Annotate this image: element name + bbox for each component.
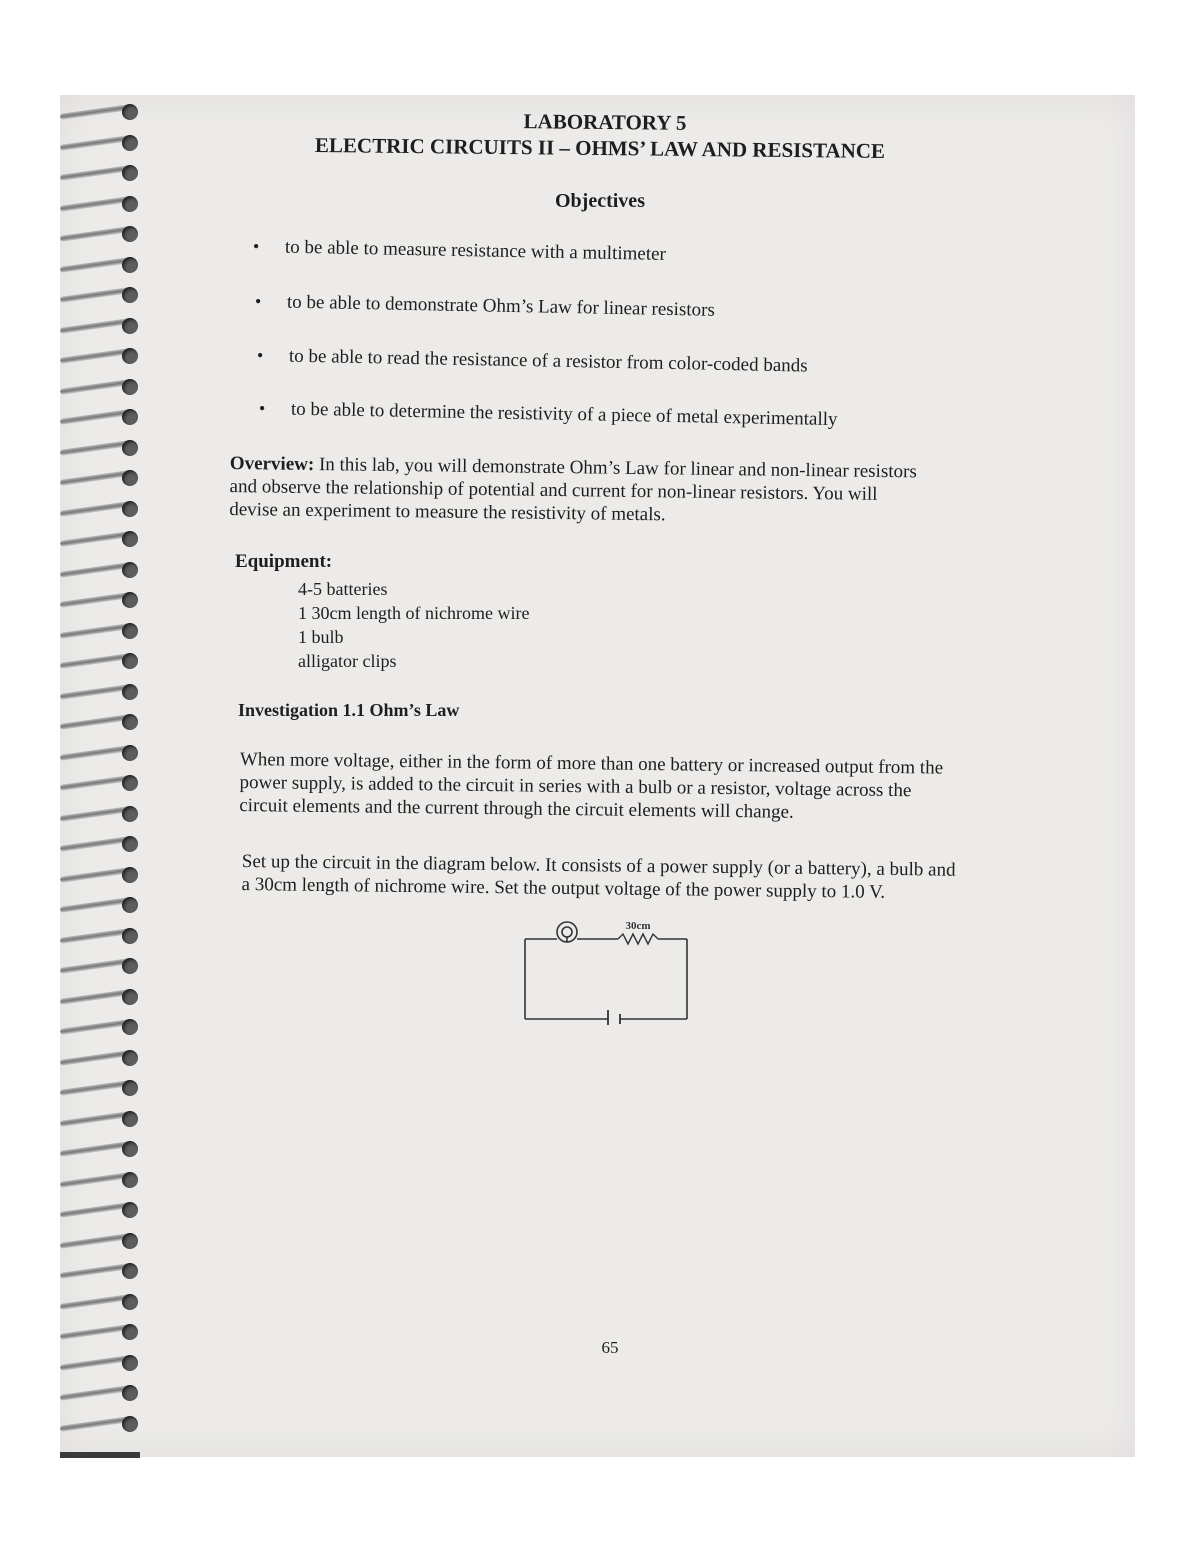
binding-hole	[122, 348, 138, 364]
binding-hole	[122, 989, 138, 1005]
binding-wire	[60, 1385, 130, 1401]
binding-wire	[60, 775, 130, 791]
overview-label: Overview:	[229, 452, 315, 476]
binding-hole	[122, 1294, 138, 1310]
binding-hole	[122, 531, 138, 547]
equipment-item: 1 30cm length of nichrome wire	[298, 603, 530, 623]
binding-wire	[60, 1019, 130, 1035]
binding-wire	[60, 226, 130, 242]
binding-hole	[122, 1019, 138, 1035]
battery-symbol-icon	[608, 1010, 620, 1025]
page-edge-shadow	[60, 1452, 140, 1458]
binding-hole	[122, 897, 138, 913]
objective-text: to be able to determine the resistivity of a piece of metal experimentally	[290, 398, 838, 431]
binding-ring	[60, 256, 148, 274]
objectives-heading: Objectives	[555, 190, 645, 212]
binding-hole	[122, 1111, 138, 1127]
binding-ring	[60, 1049, 148, 1067]
binding-hole	[122, 257, 138, 273]
binding-wire	[60, 1416, 130, 1432]
binding-wire	[60, 409, 130, 425]
binding-wire	[60, 470, 130, 486]
binding-ring	[60, 1110, 148, 1128]
objective-text: to be able to read the resistance of a resistor from color-coded bands	[288, 345, 808, 377]
binding-wire	[60, 257, 130, 273]
bullet-icon: •	[254, 291, 262, 312]
binding-hole	[122, 409, 138, 425]
binding-wire	[60, 1172, 130, 1188]
binding-hole	[122, 440, 138, 456]
binding-wire	[60, 928, 130, 944]
binding-wire	[60, 1202, 130, 1218]
binding-ring	[60, 957, 148, 975]
binding-ring	[60, 530, 148, 548]
binding-ring	[60, 500, 148, 518]
binding-hole	[122, 806, 138, 822]
binding-wire	[60, 196, 130, 212]
binding-ring	[60, 195, 148, 213]
equipment-item: 4-5 batteries	[298, 579, 388, 599]
binding-hole	[122, 165, 138, 181]
binding-hole	[122, 836, 138, 852]
binding-wire	[60, 531, 130, 547]
binding-hole	[122, 104, 138, 120]
binding-ring	[60, 134, 148, 152]
binding-hole	[122, 379, 138, 395]
binding-ring	[60, 1201, 148, 1219]
binding-wire	[60, 836, 130, 852]
investigation-heading: Investigation 1.1 Ohm’s Law	[238, 700, 460, 720]
binding-wire	[60, 287, 130, 303]
binding-ring	[60, 1262, 148, 1280]
binding-ring	[60, 1323, 148, 1341]
binding-ring	[60, 744, 148, 762]
binding-ring	[60, 1384, 148, 1402]
binding-hole	[122, 1172, 138, 1188]
binding-hole	[122, 1263, 138, 1279]
binding-ring	[60, 896, 148, 914]
circuit-diagram	[520, 915, 700, 1025]
binding-ring	[60, 1232, 148, 1250]
binding-wire	[60, 1080, 130, 1096]
binding-ring	[60, 103, 148, 121]
binding-wire	[60, 1324, 130, 1340]
binding-hole	[122, 1050, 138, 1066]
binding-hole	[122, 745, 138, 761]
binding-hole	[122, 1385, 138, 1401]
binding-wire	[60, 623, 130, 639]
binding-wire	[60, 714, 130, 730]
binding-wire	[60, 1050, 130, 1066]
binding-ring	[60, 1415, 148, 1433]
equipment-item: alligator clips	[298, 651, 397, 671]
overview-paragraph	[229, 452, 930, 530]
binding-ring	[60, 1293, 148, 1311]
binding-wire	[60, 1141, 130, 1157]
binding-ring	[60, 1079, 148, 1097]
binding-wire	[60, 1294, 130, 1310]
lab-title: ELECTRIC CIRCUITS II – OHMS’ LAW AND RESISTANCE	[314, 133, 886, 163]
objective-text: to be able to measure resistance with a multimeter	[284, 236, 667, 265]
binding-hole	[122, 287, 138, 303]
binding-hole	[122, 775, 138, 791]
binding-hole	[122, 135, 138, 151]
binding-hole	[122, 196, 138, 212]
binding-ring	[60, 1018, 148, 1036]
binding-hole	[122, 867, 138, 883]
binding-wire	[60, 348, 130, 364]
binding-ring	[60, 408, 148, 426]
binding-wire	[60, 806, 130, 822]
binding-wire	[60, 1111, 130, 1127]
binding-ring	[60, 561, 148, 579]
binding-hole	[122, 1324, 138, 1340]
binding-wire	[60, 745, 130, 761]
binding-ring	[60, 835, 148, 853]
binding-ring	[60, 591, 148, 609]
binding-wire	[60, 1355, 130, 1371]
binding-hole	[122, 501, 138, 517]
binding-wire	[60, 867, 130, 883]
bullet-icon: •	[252, 236, 260, 257]
binding-hole	[122, 562, 138, 578]
lab-number-title: LABORATORY 5	[523, 109, 687, 135]
setup-paragraph: Set up the circuit in the diagram below. It consists of a power supply (or a battery), a bulb and a 30cm length of nichrome wire. Set the output voltage of the power supply to 1.0 V.	[241, 850, 956, 903]
binding-wire	[60, 1263, 130, 1279]
binding-wire	[60, 989, 130, 1005]
page-number: 65	[601, 1338, 619, 1357]
binding-ring	[60, 866, 148, 884]
binding-wire	[60, 958, 130, 974]
binding-hole	[122, 226, 138, 242]
binding-hole	[122, 958, 138, 974]
binding-wire	[60, 684, 130, 700]
binding-ring	[60, 652, 148, 670]
binding-wire	[60, 897, 130, 913]
binding-hole	[122, 1233, 138, 1249]
spiral-binding	[60, 95, 150, 1457]
binding-hole	[122, 928, 138, 944]
binding-wire	[60, 379, 130, 395]
equipment-item: 1 bulb	[298, 627, 344, 647]
overview-text: In this lab, you will demonstrate Ohm’s Law for linear and non-linear resistors and observe the relationship of potential and current for non-linear resistors. You will devise an experiment to measure the resistivity of metals.	[229, 454, 917, 526]
binding-wire	[60, 165, 130, 181]
binding-hole	[122, 318, 138, 334]
bullet-icon: •	[256, 345, 264, 366]
binding-hole	[122, 1355, 138, 1371]
binding-wire	[60, 592, 130, 608]
equipment-list	[298, 577, 529, 673]
binding-wire	[60, 501, 130, 517]
binding-hole	[122, 623, 138, 639]
binding-hole	[122, 1080, 138, 1096]
binding-ring	[60, 713, 148, 731]
binding-hole	[122, 653, 138, 669]
binding-hole	[122, 1416, 138, 1432]
binding-wire	[60, 440, 130, 456]
binding-ring	[60, 378, 148, 396]
equipment-heading: Equipment:	[235, 551, 333, 572]
binding-wire	[60, 1233, 130, 1249]
binding-hole	[122, 714, 138, 730]
binding-ring	[60, 1171, 148, 1189]
binding-ring	[60, 286, 148, 304]
binding-ring	[60, 469, 148, 487]
binding-wire	[60, 318, 130, 334]
resistor-label: 30cm	[625, 920, 651, 932]
binding-wire	[60, 653, 130, 669]
binding-hole	[122, 592, 138, 608]
binding-ring	[60, 317, 148, 335]
binding-hole	[122, 1141, 138, 1157]
binding-ring	[60, 927, 148, 945]
binding-ring	[60, 164, 148, 182]
binding-ring	[60, 1354, 148, 1372]
binding-wire	[60, 135, 130, 151]
binding-ring	[60, 439, 148, 457]
binding-wire	[60, 562, 130, 578]
binding-hole	[122, 684, 138, 700]
bulb-symbol-icon	[557, 922, 577, 942]
binding-ring	[60, 347, 148, 365]
resistor-symbol-icon	[618, 934, 658, 944]
binding-ring	[60, 622, 148, 640]
binding-ring	[60, 805, 148, 823]
investigation-paragraph: When more voltage, either in the form of more than one battery or increased output from the power supply, is added to the circuit in series with a bulb or a resistor, voltage across the circuit elements and the current through the circuit elements will change.	[239, 748, 944, 823]
binding-ring	[60, 1140, 148, 1158]
binding-wire	[60, 104, 130, 120]
binding-ring	[60, 225, 148, 243]
binding-ring	[60, 988, 148, 1006]
binding-ring	[60, 683, 148, 701]
binding-ring	[60, 774, 148, 792]
objective-text: to be able to demonstrate Ohm’s Law for linear resistors	[286, 291, 716, 321]
binding-hole	[122, 470, 138, 486]
binding-hole	[122, 1202, 138, 1218]
bullet-icon: •	[258, 398, 266, 419]
